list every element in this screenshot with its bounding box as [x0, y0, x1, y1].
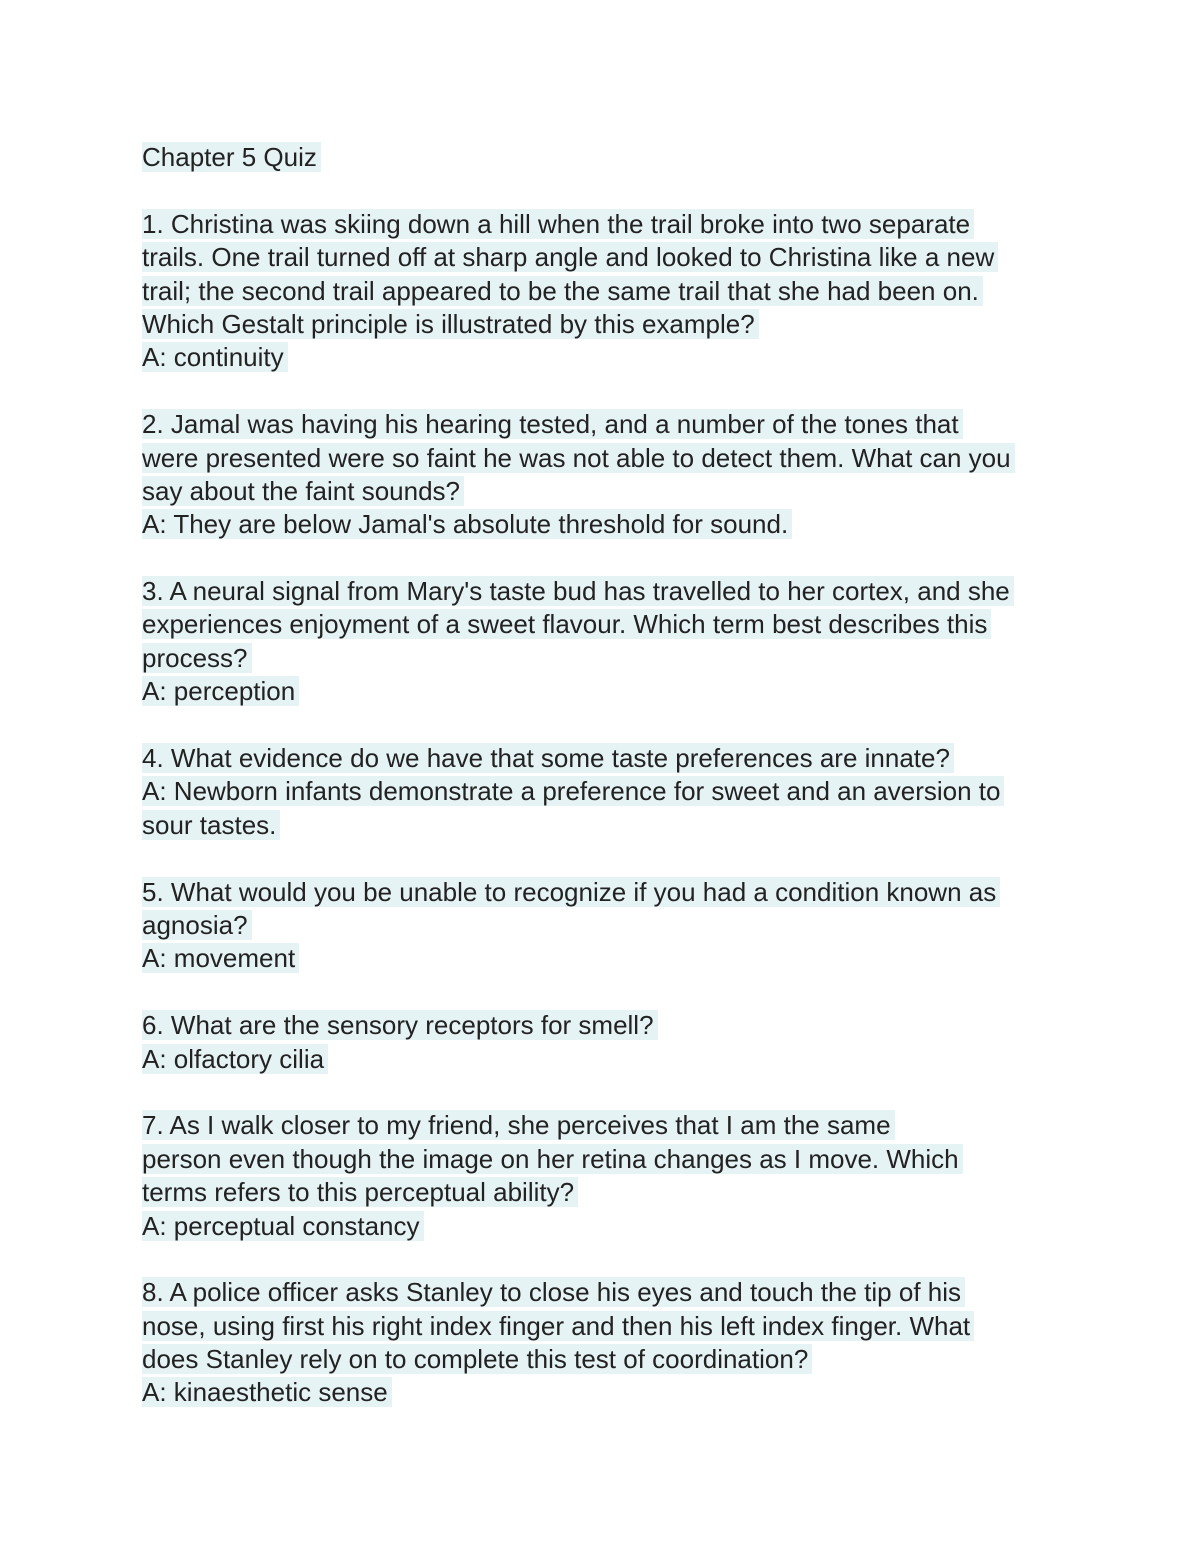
- question-line: [142, 208, 1062, 241]
- answer-text: sour tastes.: [142, 810, 280, 840]
- question-text: nose, using first his right index finger and then his left index finger. What: [142, 1311, 974, 1341]
- document-body: [142, 141, 1062, 1410]
- question-line: [142, 241, 1062, 274]
- page-title-text: Chapter 5 Quiz: [142, 142, 321, 172]
- question-text: process?: [142, 643, 252, 673]
- question-text: 8. A police officer asks Stanley to close his eyes and touch the tip of his: [142, 1277, 965, 1307]
- spacer: [142, 174, 1062, 207]
- answer-text: A: Newborn infants demonstrate a preference for sweet and an aversion to: [142, 776, 1004, 806]
- spacer: [142, 976, 1062, 1009]
- answer-line: [142, 1376, 1062, 1409]
- question-text: person even though the image on her retina changes as I move. Which: [142, 1144, 963, 1174]
- spacer: [142, 842, 1062, 875]
- question-line: [142, 909, 1062, 942]
- answer-text: A: continuity: [142, 342, 288, 372]
- question-line: [142, 442, 1062, 475]
- question-line: [142, 475, 1062, 508]
- question-text: Which Gestalt principle is illustrated by this example?: [142, 309, 759, 339]
- question-text: trail; the second trail appeared to be the same trail that she had been on.: [142, 276, 983, 306]
- question-text: 3. A neural signal from Mary's taste bud has travelled to her cortex, and she: [142, 576, 1014, 606]
- question-text: 7. As I walk closer to my friend, she perceives that I am the same: [142, 1110, 895, 1140]
- question-line: [142, 1310, 1062, 1343]
- question-text: does Stanley rely on to complete this test of coordination?: [142, 1344, 812, 1374]
- question-line: [142, 275, 1062, 308]
- spacer: [142, 375, 1062, 408]
- question-text: 4. What evidence do we have that some taste preferences are innate?: [142, 743, 954, 773]
- question-text: 2. Jamal was having his hearing tested, and a number of the tones that: [142, 409, 963, 439]
- question-text: experiences enjoyment of a sweet flavour. Which term best describes this: [142, 609, 991, 639]
- answer-line: [142, 1043, 1062, 1076]
- answer-line: [142, 341, 1062, 374]
- answer-text: A: kinaesthetic sense: [142, 1377, 392, 1407]
- spacer: [142, 542, 1062, 575]
- question-text: 5. What would you be unable to recognize if you had a condition known as: [142, 877, 1000, 907]
- question-line: [142, 1009, 1062, 1042]
- answer-text: A: perception: [142, 676, 299, 706]
- spacer: [142, 709, 1062, 742]
- question-line: [142, 308, 1062, 341]
- answer-text: A: They are below Jamal's absolute threshold for sound.: [142, 509, 792, 539]
- answer-text: A: movement: [142, 943, 299, 973]
- question-2: [142, 408, 1062, 542]
- question-text: agnosia?: [142, 910, 252, 940]
- question-text: 1. Christina was skiing down a hill when the trail broke into two separate: [142, 209, 974, 239]
- answer-line: [142, 942, 1062, 975]
- question-text: say about the faint sounds?: [142, 476, 464, 506]
- question-line: [142, 876, 1062, 909]
- question-text: were presented were so faint he was not able to detect them. What can you: [142, 443, 1015, 473]
- question-line: [142, 742, 1062, 775]
- answer-line: [142, 809, 1062, 842]
- question-line: [142, 1176, 1062, 1209]
- answer-text: A: perceptual constancy: [142, 1211, 424, 1241]
- question-5: [142, 876, 1062, 976]
- question-line: [142, 575, 1062, 608]
- question-line: [142, 1276, 1062, 1309]
- page-title: [142, 141, 1062, 174]
- question-8: [142, 1276, 1062, 1410]
- answer-line: [142, 1210, 1062, 1243]
- question-line: [142, 608, 1062, 641]
- question-line: [142, 1343, 1062, 1376]
- answer-line: [142, 675, 1062, 708]
- question-6: [142, 1009, 1062, 1076]
- question-text: trails. One trail turned off at sharp angle and looked to Christina like a new: [142, 242, 998, 272]
- question-text: terms refers to this perceptual ability?: [142, 1177, 578, 1207]
- question-text: 6. What are the sensory receptors for smell?: [142, 1010, 658, 1040]
- spacer: [142, 1243, 1062, 1276]
- answer-text: A: olfactory cilia: [142, 1044, 328, 1074]
- question-7: [142, 1109, 1062, 1243]
- question-4: [142, 742, 1062, 842]
- question-line: [142, 408, 1062, 441]
- question-line: [142, 642, 1062, 675]
- question-3: [142, 575, 1062, 709]
- spacer: [142, 1076, 1062, 1109]
- question-line: [142, 1109, 1062, 1142]
- question-line: [142, 1143, 1062, 1176]
- answer-line: [142, 775, 1062, 808]
- answer-line: [142, 508, 1062, 541]
- question-1: [142, 208, 1062, 375]
